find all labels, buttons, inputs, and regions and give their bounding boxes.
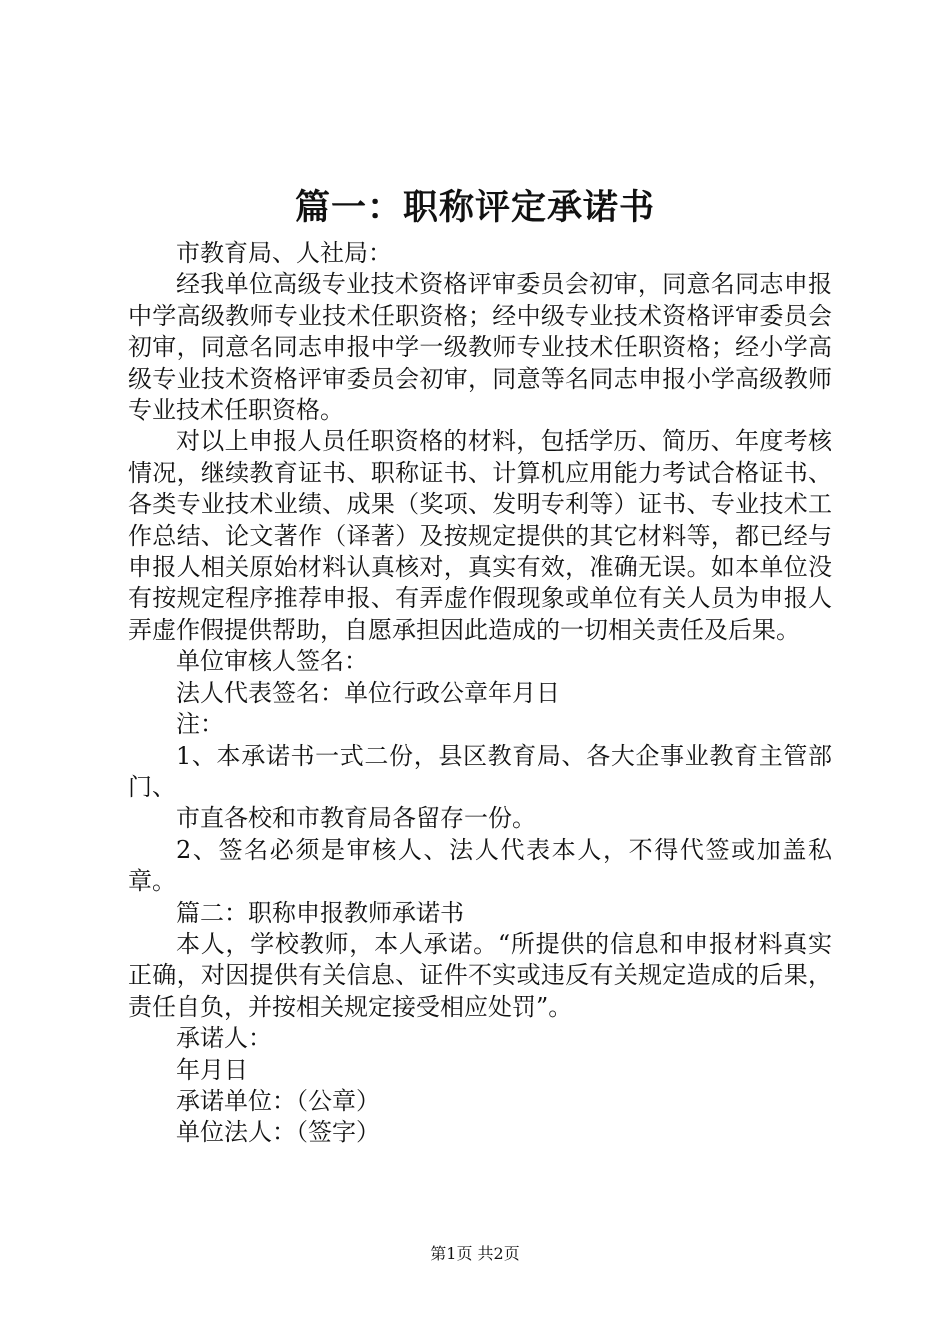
paragraph-addressee: 市教育局、人社局： bbox=[176, 239, 392, 267]
document-title: 篇一：职称评定承诺书 bbox=[294, 187, 655, 228]
page-number-footer: 第1页 共2页 bbox=[430, 1244, 520, 1263]
paragraph-pledger: 承诺人： bbox=[176, 1024, 272, 1053]
paragraph-section-2-heading: 篇二：职称申报教师承诺书 bbox=[176, 898, 464, 927]
paragraph-note-1-cont: 市直各校和市教育局各留存一份。 bbox=[176, 804, 536, 833]
paragraph-reviewer-signature: 单位审核人签名： bbox=[176, 647, 368, 676]
paragraph-note-heading: 注： bbox=[176, 710, 224, 739]
document-body bbox=[128, 238, 832, 1149]
paragraph-legal-rep-signature: 法人代表签名：单位行政公章年月日 bbox=[176, 678, 560, 707]
paragraph-date: 年月日 bbox=[176, 1055, 248, 1084]
paragraph-note-1: 1、本承诺书一式二份，县区教育局、各大企事业教育主管部门、 bbox=[128, 741, 832, 801]
paragraph-review-result: 经我单位高级专业技术资格评审委员会初审，同意名同志申报中学高级教师专业技术任职资格；经中级专业技术资格评审委员会初审，同意名同志申报中学一级教师专业技术任职资格；经小学高级专业技术资格评审委员会初审，同意等名同志申报小学高级教师专业技术任职资格。 bbox=[128, 270, 832, 425]
paragraph-teacher-pledge: 本人，学校教师，本人承诺。“所提供的信息和申报材料真实正确，对因提供有关信息、证件不实或违反有关规定造成的后果，责任自负，并按相关规定接受相应处罚”。 bbox=[128, 929, 832, 1021]
paragraph-unit-legal-person: 单位法人：（签字） bbox=[176, 1118, 380, 1147]
paragraph-note-2: 2、签名必须是审核人、法人代表本人，不得代签或加盖私章。 bbox=[128, 835, 832, 896]
paragraph-materials-verification: 对以上申报人员任职资格的材料，包括学历、简历、年度考核情况，继续教育证书、职称证书、计算机应用能力考试合格证书、各类专业技术业绩、成果（奖项、发明专利等）证书、专业技术工作总结、论文著作（译著）及按规定提供的其它材料等，都已经与申报人相关原始材料认真核对，真实有效，准确无误。如本单位没有按规定程序推荐申报、有弄虚作假现象或单位有关人员为申报人弄虚作假提供帮助，自愿承担因此造成的一切相关责任及后果。 bbox=[128, 427, 832, 644]
paragraph-pledging-unit: 承诺单位：（公章） bbox=[176, 1086, 380, 1115]
